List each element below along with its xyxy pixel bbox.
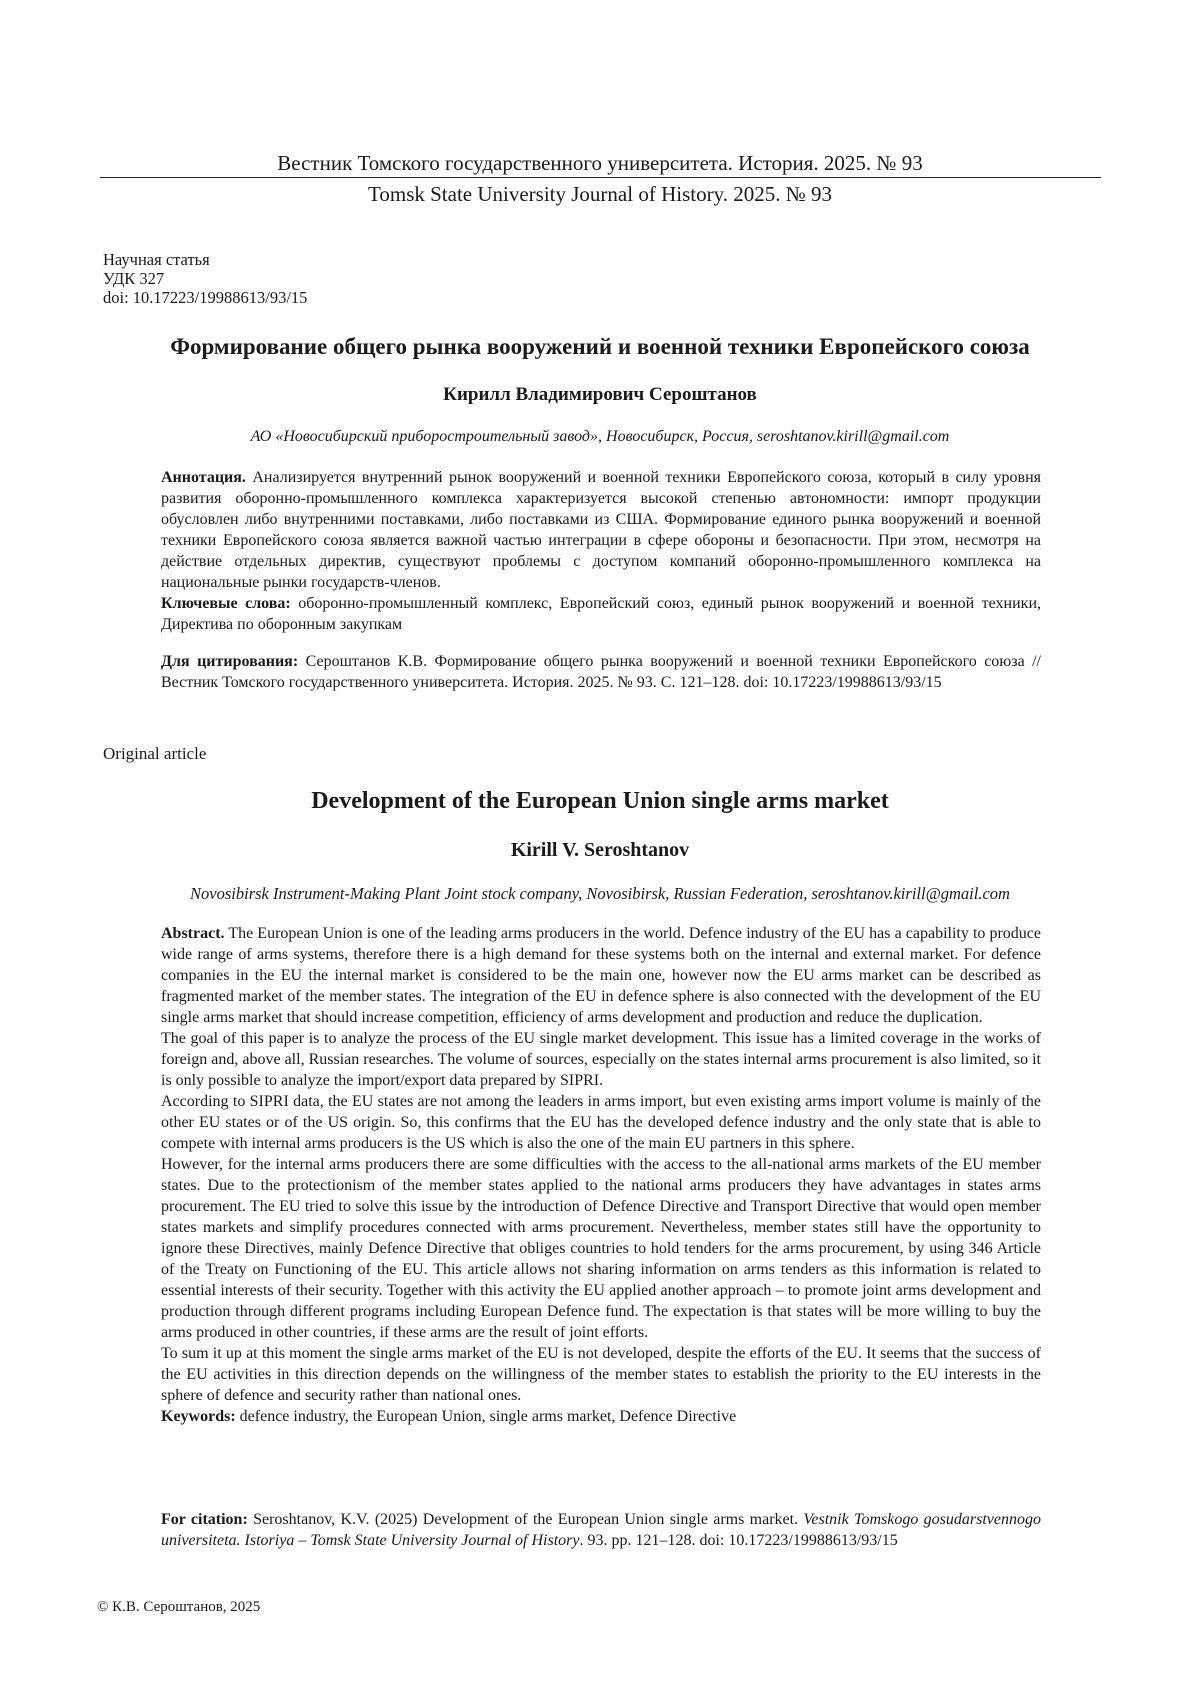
citation-text-ru: Сероштанов К.В. Формирование общего рынка вооружений и военной техники Европейского союза // Вестник Томского государственного университета. История. 2025. № 93. С. 121–128. doi: 10.17223/19988613/93/15 xyxy=(161,653,1041,691)
journal-title-en: Tomsk State University Journal of History. 2025. № 93 xyxy=(0,181,1200,207)
article-type-en: Original article xyxy=(103,744,206,764)
citation-plain-en: Seroshtanov, K.V. (2025) Development of the European Union single arms market. xyxy=(253,1511,798,1528)
abstract-label-ru: Аннотация. xyxy=(161,469,246,486)
keywords-text-ru: оборонно-промышленный комплекс, Европейский союз, единый рынок вооружений и военной техники, Директива по оборонным закупкам xyxy=(161,595,1041,633)
abstract-p1-en: The European Union is one of the leading arms producers in the world. Defence industry of the EU has a capability to produce wide range of arms systems, therefore there is a high demand for these systems both on the internal and external market. For defence companies in the EU the internal market is considered to be the main one, however now the EU arms market can be described as fragmented market of the member states. The integration of the EU in defence sphere is also connected with the development of the EU single arms market that should increase competition, efficiency of arms development and production and reduce the duplication. xyxy=(161,925,1041,1026)
header-rule xyxy=(100,177,1101,178)
citation-journal-en: Vestnik Tomskogo gosudarstvennogo universiteta. Istoriya – Tomsk State University Journal of History xyxy=(161,1511,1041,1549)
abstract-p2-en: The goal of this paper is to analyze the process of the EU single market development. This issue has a limited coverage in the works of foreign and, above all, Russian researches. The volume of sources, especially on the states internal arms procurement is also limited, so it is only possible to analyze the import/export data prepared by SIPRI. xyxy=(161,1028,1041,1091)
abstract-text-ru: Анализируется внутренний рынок вооружений и военной техники Европейского союза, который в силу уровня развития оборонно-промышленного комплекса характеризуется высокой степенью автономности: импорт продукции обусловлен либо внутренними поставками, либо поставками из США. Формирование единого рынка вооружений и военной техники Европейского союза является важной частью интеграции в сфере обороны и безопасности. При этом, несмотря на действие отдельных директив, существуют проблемы с доступом компаний оборонно-промышленного комплекса на национальные рынки государств-членов. xyxy=(161,469,1041,591)
affiliation-en: Novosibirsk Instrument-Making Plant Joint stock company, Novosibirsk, Russian Federation, seroshtanov.kirill@gmail.com xyxy=(0,884,1200,904)
article-type-ru: Научная статья xyxy=(103,250,210,269)
author-en: Kirill V. Seroshtanov xyxy=(0,839,1200,862)
affiliation-ru: АО «Новосибирский приборостроительный завод», Новосибирск, Россия, seroshtanov.kirill@gmail.com xyxy=(0,428,1200,446)
citation-tail-en: . 93. pp. 121–128. doi: 10.17223/19988613/93/15 xyxy=(579,1532,897,1549)
abstract-ru xyxy=(161,467,1041,635)
doi: doi: 10.17223/19988613/93/15 xyxy=(103,288,307,307)
abstract-label-en: Abstract. xyxy=(161,925,225,942)
keywords-label-ru: Ключевые слова: xyxy=(161,595,291,612)
citation-en xyxy=(161,1509,1041,1551)
keywords-label-en: Keywords: xyxy=(161,1408,236,1425)
citation-label-en: For citation: xyxy=(161,1511,248,1528)
abstract-p5-en: To sum it up at this moment the single arms market of the EU is not developed, despite the efforts of the EU. It seems that the success of the EU activities in this direction depends on the willingness of the member states to establish the priority to the EU interests in the sphere of defence and security rather than national ones. xyxy=(161,1343,1041,1406)
copyright: © К.В. Сероштанов, 2025 xyxy=(97,1599,260,1616)
citation-ru xyxy=(161,651,1041,693)
article-page xyxy=(0,0,1200,1697)
abstract-p4-en: However, for the internal arms producers there are some difficulties with the access to the all-national arms markets of the EU member states. Due to the protectionism of the member states applied to the national arms producers they have advantages in states arms procurement. The EU tried to solve this issue by the introduction of Defence Directive and Transport Directive that would open member states markets and simplify procedures connected with arms procurement. Nevertheless, member states still have the opportunity to ignore these Directives, mainly Defence Directive that obliges countries to hold tenders for the arms procurement, by using 346 Article of the Treaty on Functioning of the EU. This article allows not sharing information on arms tenders as this information is related to essential interests of their security. Together with this activity the EU applied another approach – to promote joint arms development and production through different programs including European Defence fund. The expectation is that states will be more willing to buy the arms produced in other countries, if these arms are the result of joint efforts. xyxy=(161,1154,1041,1343)
udk: УДК 327 xyxy=(103,269,164,288)
abstract-p3-en: According to SIPRI data, the EU states are not among the leaders in arms import, but even existing arms import volume is mainly of the other EU states or of the US origin. So, this confirms that the EU has the developed defence industry and the only state that is able to compete with internal arms producers is the US which is also the one of the main EU partners in this sphere. xyxy=(161,1091,1041,1154)
keywords-text-en: defence industry, the European Union, single arms market, Defence Directive xyxy=(240,1408,737,1425)
title-en: Development of the European Union single arms market xyxy=(0,788,1200,815)
author-ru: Кирилл Владимирович Серош­танов xyxy=(0,384,1200,406)
citation-label-ru: Для цитирования: xyxy=(161,653,298,670)
journal-title-ru: Вестник Томского государственного университета. История. 2025. № 93 xyxy=(0,150,1200,176)
title-ru: Формирование общего рынка вооружений и военной техники Европейского союза xyxy=(0,334,1200,360)
abstract-en xyxy=(161,923,1041,1427)
